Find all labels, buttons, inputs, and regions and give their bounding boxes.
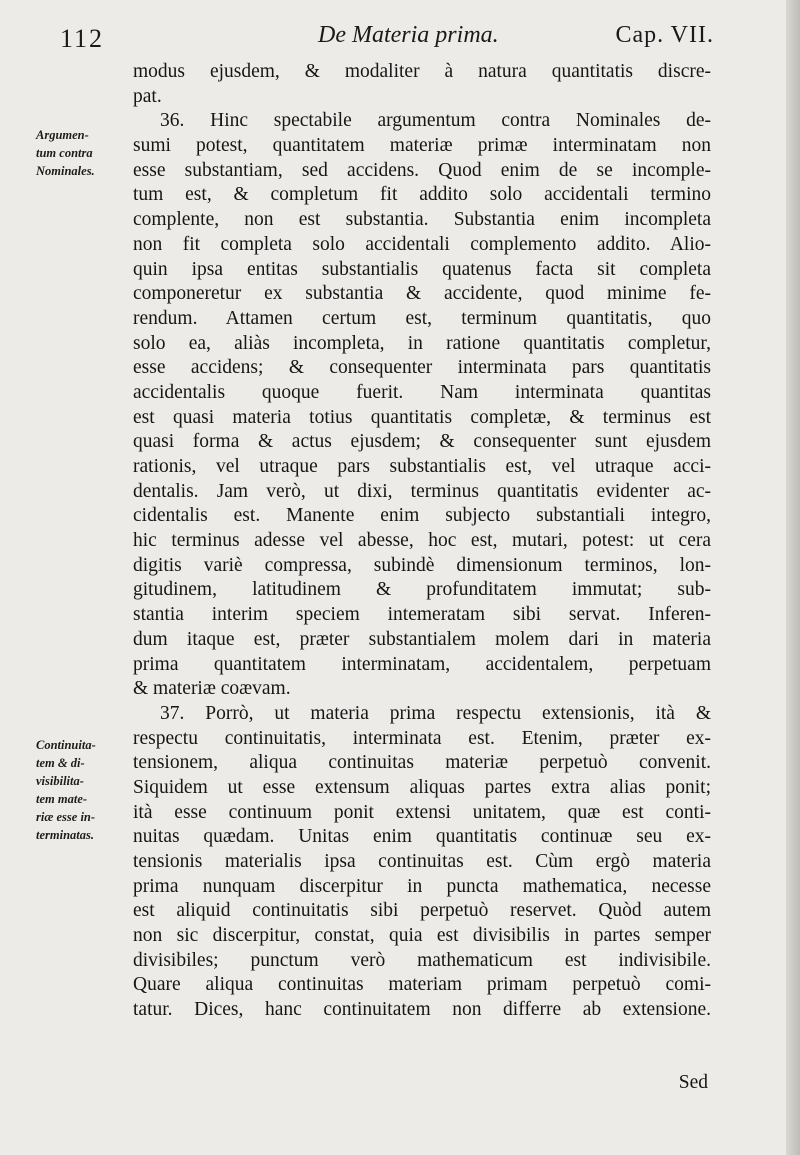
margin-note-argumentum <box>36 126 132 180</box>
text-line: Siquidem ut esse extensum aliquas partes extra alias ponit; <box>133 776 711 798</box>
catchword: Sed <box>678 1072 708 1093</box>
text-line: tum est, & completum fit addito solo accidentali termino <box>133 184 711 206</box>
text-line: cidentalis est. Manente enim subjecto substantiali integro, <box>133 505 711 527</box>
margin-note-line: Argumen- <box>36 128 89 142</box>
text-line: gitudinem, latitudinem & profunditatem immutat; sub- <box>133 579 711 601</box>
running-header <box>60 22 714 62</box>
text-line: prima nunquam discerpitur in puncta mathematica, necesse <box>133 875 711 897</box>
text-line: est aliquid continuitatis sibi perpetuò reservet. Quòd autem <box>133 900 711 922</box>
paragraph-37-start: 37. Porrò, ut materia prima respectu extensionis, ità & <box>160 702 711 724</box>
margin-note-line: tum contra <box>36 146 93 160</box>
paragraph-36-start: 36. Hinc spectabile argumentum contra Nominales de- <box>160 110 711 132</box>
text-line: ità esse continuum ponit extensi unitatem, quæ est conti- <box>133 801 711 823</box>
text-line: & materiæ coævam. <box>133 678 291 700</box>
margin-note-continuitatem <box>36 736 132 844</box>
text-line: quin ipsa entitas substantialis quatenus facta sit completa <box>133 258 711 280</box>
margin-note-line: Nominales. <box>36 164 95 178</box>
text-line: modus ejusdem, & modaliter à natura quantitatis discre- <box>133 61 711 82</box>
text-line: pat. <box>133 85 162 107</box>
text-line: est quasi materia totius quantitatis completæ, & terminus est <box>133 406 711 428</box>
text-line: complente, non est substantia. Substantia enim incompleta <box>133 209 711 231</box>
text-line: respectu continuitatis, interminata est. Etenim, præter ex- <box>133 727 711 749</box>
running-title: De Materia prima. <box>318 22 499 48</box>
body-text <box>133 60 711 1023</box>
text-line: divisibiles; punctum verò mathematicum est indivisibile. <box>133 949 711 971</box>
text-line: rationis, vel utraque pars substantialis est, vel utraque acci- <box>133 456 711 477</box>
text-line: rendum. Attamen certum est, terminum quantitatis, quo <box>133 307 711 329</box>
text-line: digitis variè compressa, subindè dimensionum terminos, lon- <box>133 554 711 576</box>
margin-note-line: tem & di- <box>36 756 85 770</box>
text-line: dentalis. Jam verò, ut dixi, terminus quantitatis evidenter ac- <box>133 480 711 502</box>
text-line: componeretur ex substantia & accidente, quod minime fe- <box>133 283 711 305</box>
margin-note-line: visibilita- <box>36 774 84 788</box>
page-number: 112 <box>60 24 105 53</box>
text-line: esse substantiam, sed accidens. Quod enim de se incomple- <box>133 159 711 181</box>
text-line: Quare aliqua continuitas materiam primam perpetuò comi- <box>133 974 711 996</box>
text-line: nuitas quædam. Unitas enim quantitatis continuæ seu ex- <box>133 826 711 848</box>
text-line: stantia interim speciem intemeratam sibi servat. Inferen- <box>133 604 711 626</box>
margin-note-line: riæ esse in- <box>36 810 96 824</box>
margin-note-line: Continuita- <box>36 738 96 752</box>
text-line: quasi forma & actus ejusdem; & consequenter sunt ejusdem <box>133 431 711 453</box>
text-line: non sic discerpitur, constat, quia est divisibilis in partes semper <box>133 925 711 947</box>
margin-note-line: terminatas. <box>36 828 94 842</box>
text-line: tensionem, aliqua continuitas materiæ perpetuò convenit. <box>133 752 711 774</box>
text-line: prima quantitatem interminatam, accidentalem, perpetuam <box>133 653 711 675</box>
text-line: accidentalis quoque fuerit. Nam interminata quantitas <box>133 381 711 403</box>
text-line: non fit completa solo accidentali complemento addito. Alio- <box>133 233 711 255</box>
text-line: hic terminus adesse vel abesse, hoc est, mutari, potest: ut cera <box>133 530 711 552</box>
page-edge-shadow <box>786 0 800 1155</box>
text-line: esse accidens; & consequenter interminata pars quantitatis <box>133 357 711 379</box>
text-line: dum itaque est, præter substantialem molem dari in materia <box>133 628 711 650</box>
text-line: tatur. Dices, hanc continuitatem non differre ab extensione. <box>133 999 711 1021</box>
text-line: solo ea, aliàs incompleta, in ratione quantitatis completur, <box>133 332 711 354</box>
chapter-label: Cap. VII. <box>615 22 714 48</box>
text-line: tensionis materialis ipsa continuitas est. Cùm ergò materia <box>133 851 711 872</box>
text-line: sumi potest, quantitatem materiæ primæ interminatam non <box>133 135 711 157</box>
margin-note-line: tem mate- <box>36 792 88 806</box>
